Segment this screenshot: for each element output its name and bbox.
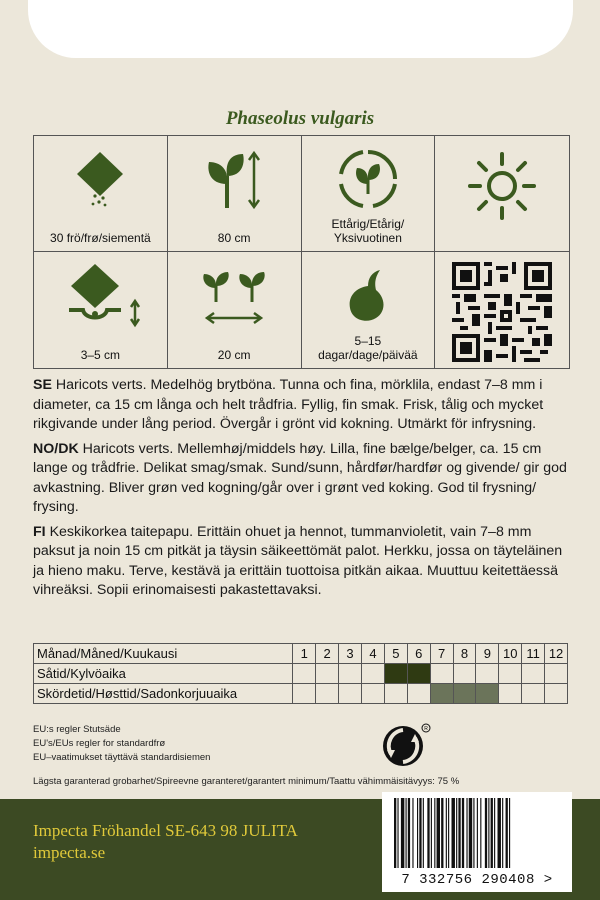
calendar-cell [407,664,430,684]
sowing-depth-cell [34,252,168,368]
barcode-bar [473,798,474,868]
barcode-bar [509,798,510,868]
description-block [33,376,568,606]
icon-grid [33,135,570,369]
sowing-calendar [33,643,568,704]
calendar-row-label: Skördetid/Høsttid/Sadonkorjuuaika [34,684,293,704]
calendar-header-row [34,644,568,664]
month-header: 6 [407,644,430,664]
calendar-cell [384,664,407,684]
calendar-cell [316,684,339,704]
species-name: Phaseolus vulgaris [225,108,375,129]
month-header: 7 [430,644,453,664]
calendar-cell [384,684,407,704]
sun-icon [462,146,542,226]
barcode-bar [446,798,447,868]
barcode-bar [419,798,421,868]
barcode-bar [491,798,493,868]
calendar-cell [545,684,568,704]
calendar-cell [453,684,476,704]
calendar-row-sow [34,664,568,684]
month-header: 5 [384,644,407,664]
calendar-cell [316,664,339,684]
annual-label: Ettårig/Etårig/ Yksivuotinen [331,217,405,245]
month-header: 11 [522,644,545,664]
description-fi [33,523,568,601]
calendar-cell [522,684,545,704]
barcode-bar [502,798,503,868]
lang-code-nodk: NO/DK [33,440,79,457]
calendar-cell [361,664,384,684]
barcode-bar [506,798,508,868]
qr-code-icon[interactable] [452,262,552,362]
barcode-bar [401,798,404,868]
regulation-line-1: EU:s regler Stutsäde [33,724,121,735]
barcode-bar [469,798,472,868]
hang-hole-cutout [28,0,573,58]
month-header: 9 [476,644,499,664]
barcode-bar [466,798,467,868]
barcode-bar [406,798,407,868]
month-header: 8 [453,644,476,664]
month-header: 12 [545,644,568,664]
calendar-header-label: Månad/Måned/Kuukausi [34,644,293,664]
month-header: 3 [339,644,362,664]
barcode-bar [394,798,396,868]
calendar-cell [522,664,545,684]
barcode-bar [408,798,410,868]
company-address: Impecta Fröhandel SE-643 98 JULITA [33,821,298,840]
seed-packet-icon [65,146,135,216]
barcode-bar [448,798,449,868]
barcode-bar [431,798,432,868]
regulation-line-2: EU's/EUs regler for standardfrø [33,738,166,749]
sun-cell [435,136,569,252]
barcode-bar [397,798,398,868]
barcode-bar [417,798,418,868]
plant-height-icon [199,146,269,216]
calendar-row-harvest [34,684,568,704]
plant-spacing-cell [168,252,302,368]
barcode-bar [485,798,487,868]
calendar-cell [339,684,362,704]
month-header: 10 [499,644,522,664]
germination-cell [302,252,436,368]
annual-cell [302,136,436,252]
lang-code-fi: FI [33,523,46,540]
calendar-cell [476,664,499,684]
plant-height-cell [168,136,302,252]
description-se [33,376,568,435]
calendar-cell [361,684,384,704]
calendar-cell [545,664,568,684]
barcode-bar [498,798,501,868]
barcode-bar [488,798,489,868]
sowing-depth-icon [55,262,145,332]
calendar-cell [430,664,453,684]
qr-cell [435,252,569,368]
green-dot-recycling-icon [381,722,431,768]
barcode-bar [452,798,455,868]
barcode-bar [412,798,413,868]
plant-spacing-label: 20 cm [217,348,251,362]
germination-guarantee: Lägsta garanterad grobarhet/Spireevne garanteret/garantert minimum/Taattu vähimmäisitävyys: 75 % [33,776,460,787]
calendar-row-label: Såtid/Kylvöaika [34,664,293,684]
description-nodk-text: Haricots verts. Mellemhøj/middels høy. Lilla, fine bælge/belger, ca. 15 cm lange og trådfrie. Delikat smag/smak. Sund/sunn, hårdfør/hardfør og givende/ gir god avkastning. Bliver grøn ved kogning/går over i grønt ved koking. God til frysning/ frysing. [33,440,567,515]
barcode-bar [434,798,435,868]
barcode-number: 7 332756 290408 > [401,872,553,888]
description-nodk [33,440,568,518]
calendar-cell [407,684,430,704]
calendar-cell [430,684,453,704]
annual-cycle-icon [335,146,401,212]
barcode-bar [458,798,460,868]
regulation-line-3: EU–vaatimukset täyttävä standardisiemen [33,752,211,763]
barcode-bar [423,798,424,868]
calendar-cell [339,664,362,684]
barcode-bars [382,792,572,872]
plant-spacing-icon [196,262,272,332]
month-header: 4 [361,644,384,664]
germination-icon [338,262,398,328]
svg-text:R: R [424,726,428,732]
sowing-depth-label: 3–5 cm [80,348,121,362]
calendar-cell [499,684,522,704]
barcode-bar [462,798,464,868]
description-se-text: Haricots verts. Medelhög brytböna. Tunna och fina, mörklila, endast 7–8 mm i diameter, ca 15 cm långa och helt trådfria. Fyllig, fin smak. Frisk, tålig och mycket rikgivande under lång period. Övergår i grönt vid kokning. Utmärkt för infrysning. [33,377,544,432]
barcode-bar [480,798,481,868]
seed-count-cell [34,136,168,252]
description-fi-text: Keskikorkea taitepapu. Erittäin ohuet ja hennot, tummanvioletit, vain 7–8 mm paksut ja noin 15 cm pitkät ja täysin säikeettömät palot. Herkku, jossa on täyteläinen ja hieno maku. Terve, kestävä ja erittäin tuottoisa pitkän aikaa. Muuttuu keitettäessä vihreäksi. Sopii erinomaisesti pakastettavaksi. [33,523,563,598]
germination-label: 5–15 dagar/dage/päivää [318,334,418,362]
barcode-bar [477,798,478,868]
barcode-bar [441,798,443,868]
barcode [382,792,572,892]
barcode-bar [494,798,495,868]
month-header: 2 [316,644,339,664]
barcode-bar [456,798,457,868]
barcode-bar [437,798,440,868]
barcode-bar [427,798,429,868]
company-website[interactable]: impecta.se [33,843,106,862]
lang-code-se: SE [33,377,52,393]
calendar-cell [293,684,316,704]
plant-height-label: 80 cm [217,231,251,245]
calendar-cell [499,664,522,684]
calendar-cell [453,664,476,684]
seed-count-label: 30 frö/frø/siementä [50,231,151,245]
calendar-cell [476,684,499,704]
calendar-cell [293,664,316,684]
month-header: 1 [293,644,316,664]
